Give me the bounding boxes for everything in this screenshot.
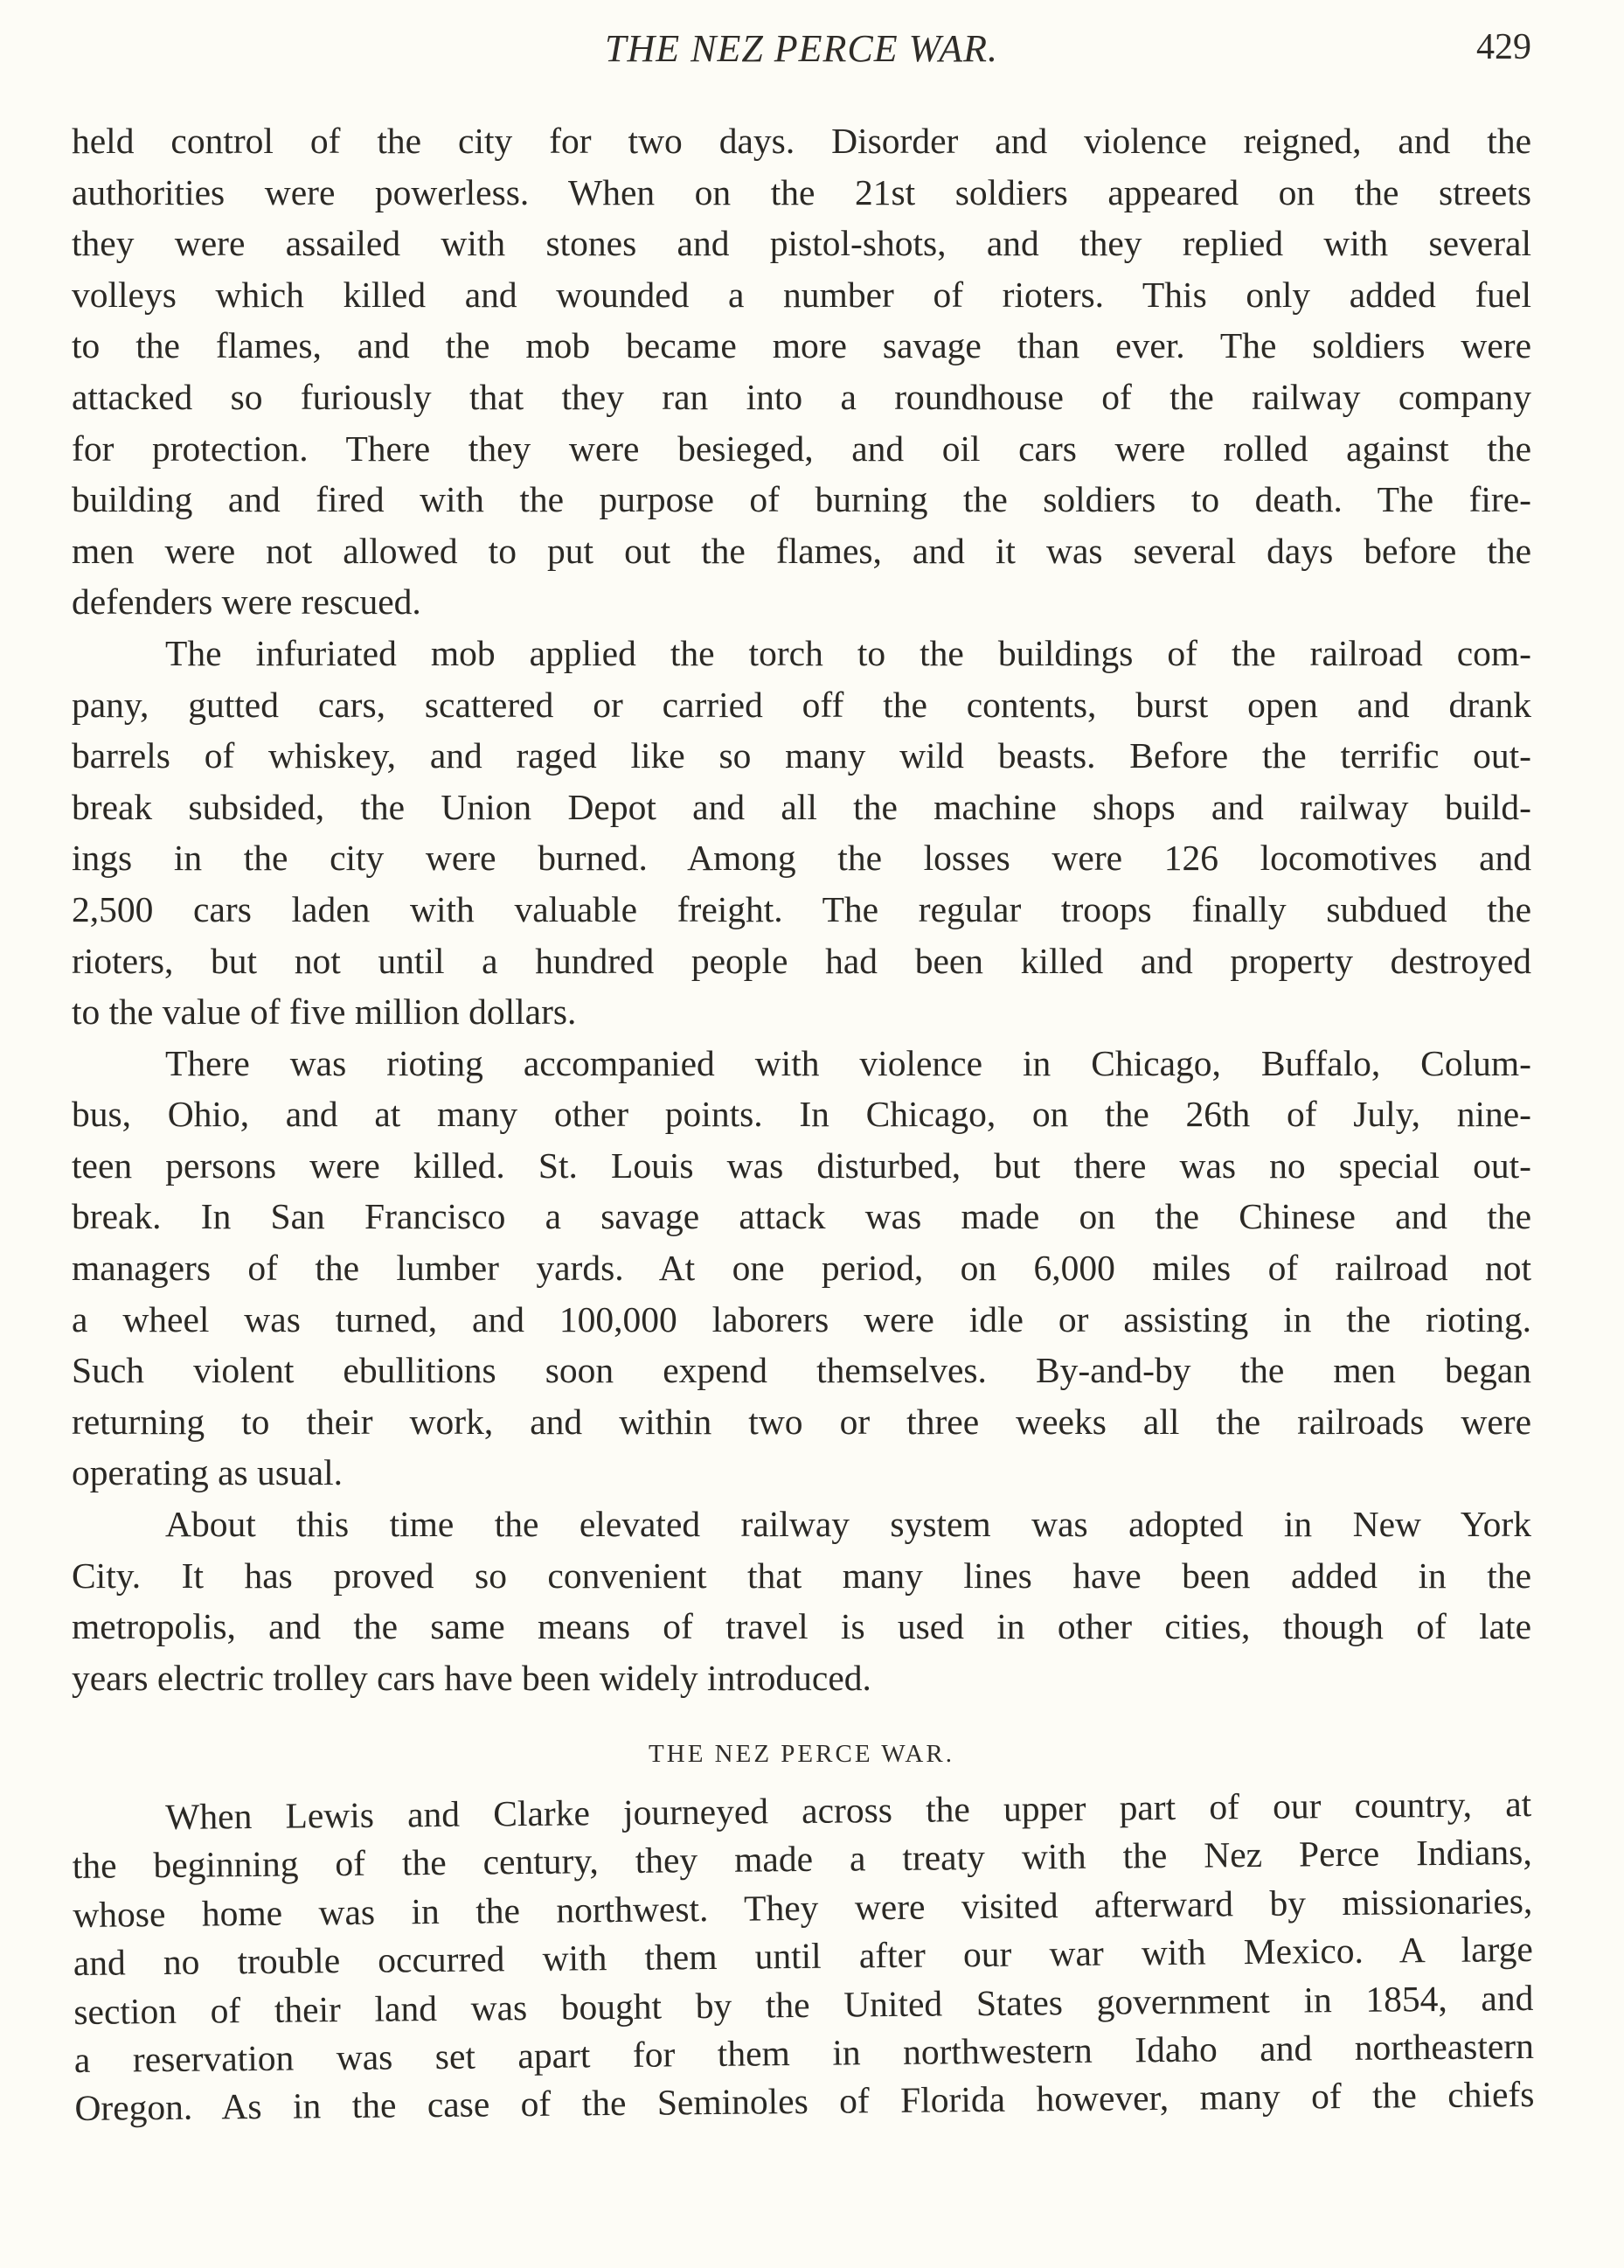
section-text: [72, 1780, 1535, 2133]
text-line: Such violent ebullitions soon expend themselves. By-and-by the men began: [72, 1350, 1531, 1391]
text-line: City. It has proved so convenient that many lines have been added in the: [72, 1555, 1531, 1596]
text-line: break. In San Francisco a savage attack was made on the Chinese and the: [72, 1196, 1531, 1237]
text-line: returning to their work, and within two or three weeks all the railroads were: [72, 1401, 1531, 1442]
section-heading: THE NEZ PERCE WAR.: [649, 1740, 954, 1768]
text-line: The infuriated mob applied the torch to the buildings of the railroad com-: [165, 632, 1531, 673]
text-line: the beginning of the century, they made a treaty with the Nez Perce Indians,: [72, 1832, 1532, 1887]
text-line: bus, Ohio, and at many other points. In Chicago, on the 26th of July, nine-: [72, 1094, 1531, 1135]
text-line: for protection. There they were besieged, and oil cars were rolled against the: [72, 428, 1531, 469]
text-line: There was rioting accompanied with violence in Chicago, Buffalo, Colum-: [165, 1042, 1531, 1083]
text-line: metropolis, and the same means of travel is used in other cities, though of late: [72, 1606, 1531, 1647]
text-line: volleys which killed and wounded a number of rioters. This only added fuel: [72, 274, 1531, 315]
text-line: defenders were rescued.: [72, 581, 421, 623]
text-line: rioters, but not until a hundred people had been killed and property destroyed: [72, 940, 1531, 981]
text-line: to the value of five million dollars.: [72, 991, 577, 1033]
text-line: held control of the city for two days. Disorder and violence reigned, and the: [72, 121, 1531, 161]
text-line: a reservation was set apart for them in northwestern Idaho and northeastern: [73, 2025, 1535, 2081]
text-line: teen persons were killed. St. Louis was disturbed, but there was no special out-: [72, 1144, 1531, 1186]
text-line: managers of the lumber yards. At one period, on 6,000 miles of railroad not: [72, 1248, 1531, 1289]
text-line: About this time the elevated railway system was adopted in New York: [165, 1504, 1531, 1545]
text-line: ings in the city were burned. Among the losses were 126 locomotives and: [72, 838, 1531, 879]
text-line: Oregon. As in the case of the Seminoles of Florida however, many of the chiefs: [74, 2074, 1535, 2129]
text-line: operating as usual.: [72, 1452, 344, 1493]
text-line: section of their land was bought by the United States government in 1854, and: [73, 1977, 1534, 2032]
text-line: to the flames, and the mob became more savage than ever. The soldiers were: [72, 325, 1531, 366]
running-header: [72, 26, 1531, 79]
text-line: building and fired with the purpose of burning the soldiers to death. The fire-: [72, 479, 1531, 520]
text-line: years electric trolley cars have been widely introduced.: [72, 1657, 871, 1698]
text-line: a wheel was turned, and 100,000 laborers were idle or assisting in the rioting.: [72, 1298, 1531, 1339]
text-line: they were assailed with stones and pistol-shots, and they replied with several: [72, 223, 1531, 264]
text-line: pany, gutted cars, scattered or carried off the contents, burst open and drank: [72, 684, 1531, 725]
text-line: authorities were powerless. When on the 21st soldiers appeared on the streets: [72, 171, 1531, 212]
text-line: barrels of whiskey, and raged like so many wild beasts. Before the terrific out-: [72, 735, 1531, 776]
text-line: 2,500 cars laden with valuable freight. The regular troops finally subdued the: [72, 888, 1531, 929]
text-line: attacked so furiously that they ran into a roundhouse of the railway company: [72, 376, 1531, 417]
text-line: and no trouble occurred with them until after our war with Mexico. A large: [73, 1929, 1533, 1984]
text-line: men were not allowed to put out the flames, and it was several days before the: [72, 530, 1531, 571]
page-number: 429: [1476, 27, 1531, 67]
running-title: THE NEZ PERCE WAR.: [604, 27, 998, 70]
body-text: [72, 115, 1531, 1703]
text-line: When Lewis and Clarke journeyed across the upper part of our country, at: [165, 1783, 1532, 1837]
text-line: whose home was in the northwest. They were visited afterward by missionaries,: [73, 1880, 1533, 1935]
text-line: break subsided, the Union Depot and all the machine shops and railway build-: [72, 786, 1531, 827]
